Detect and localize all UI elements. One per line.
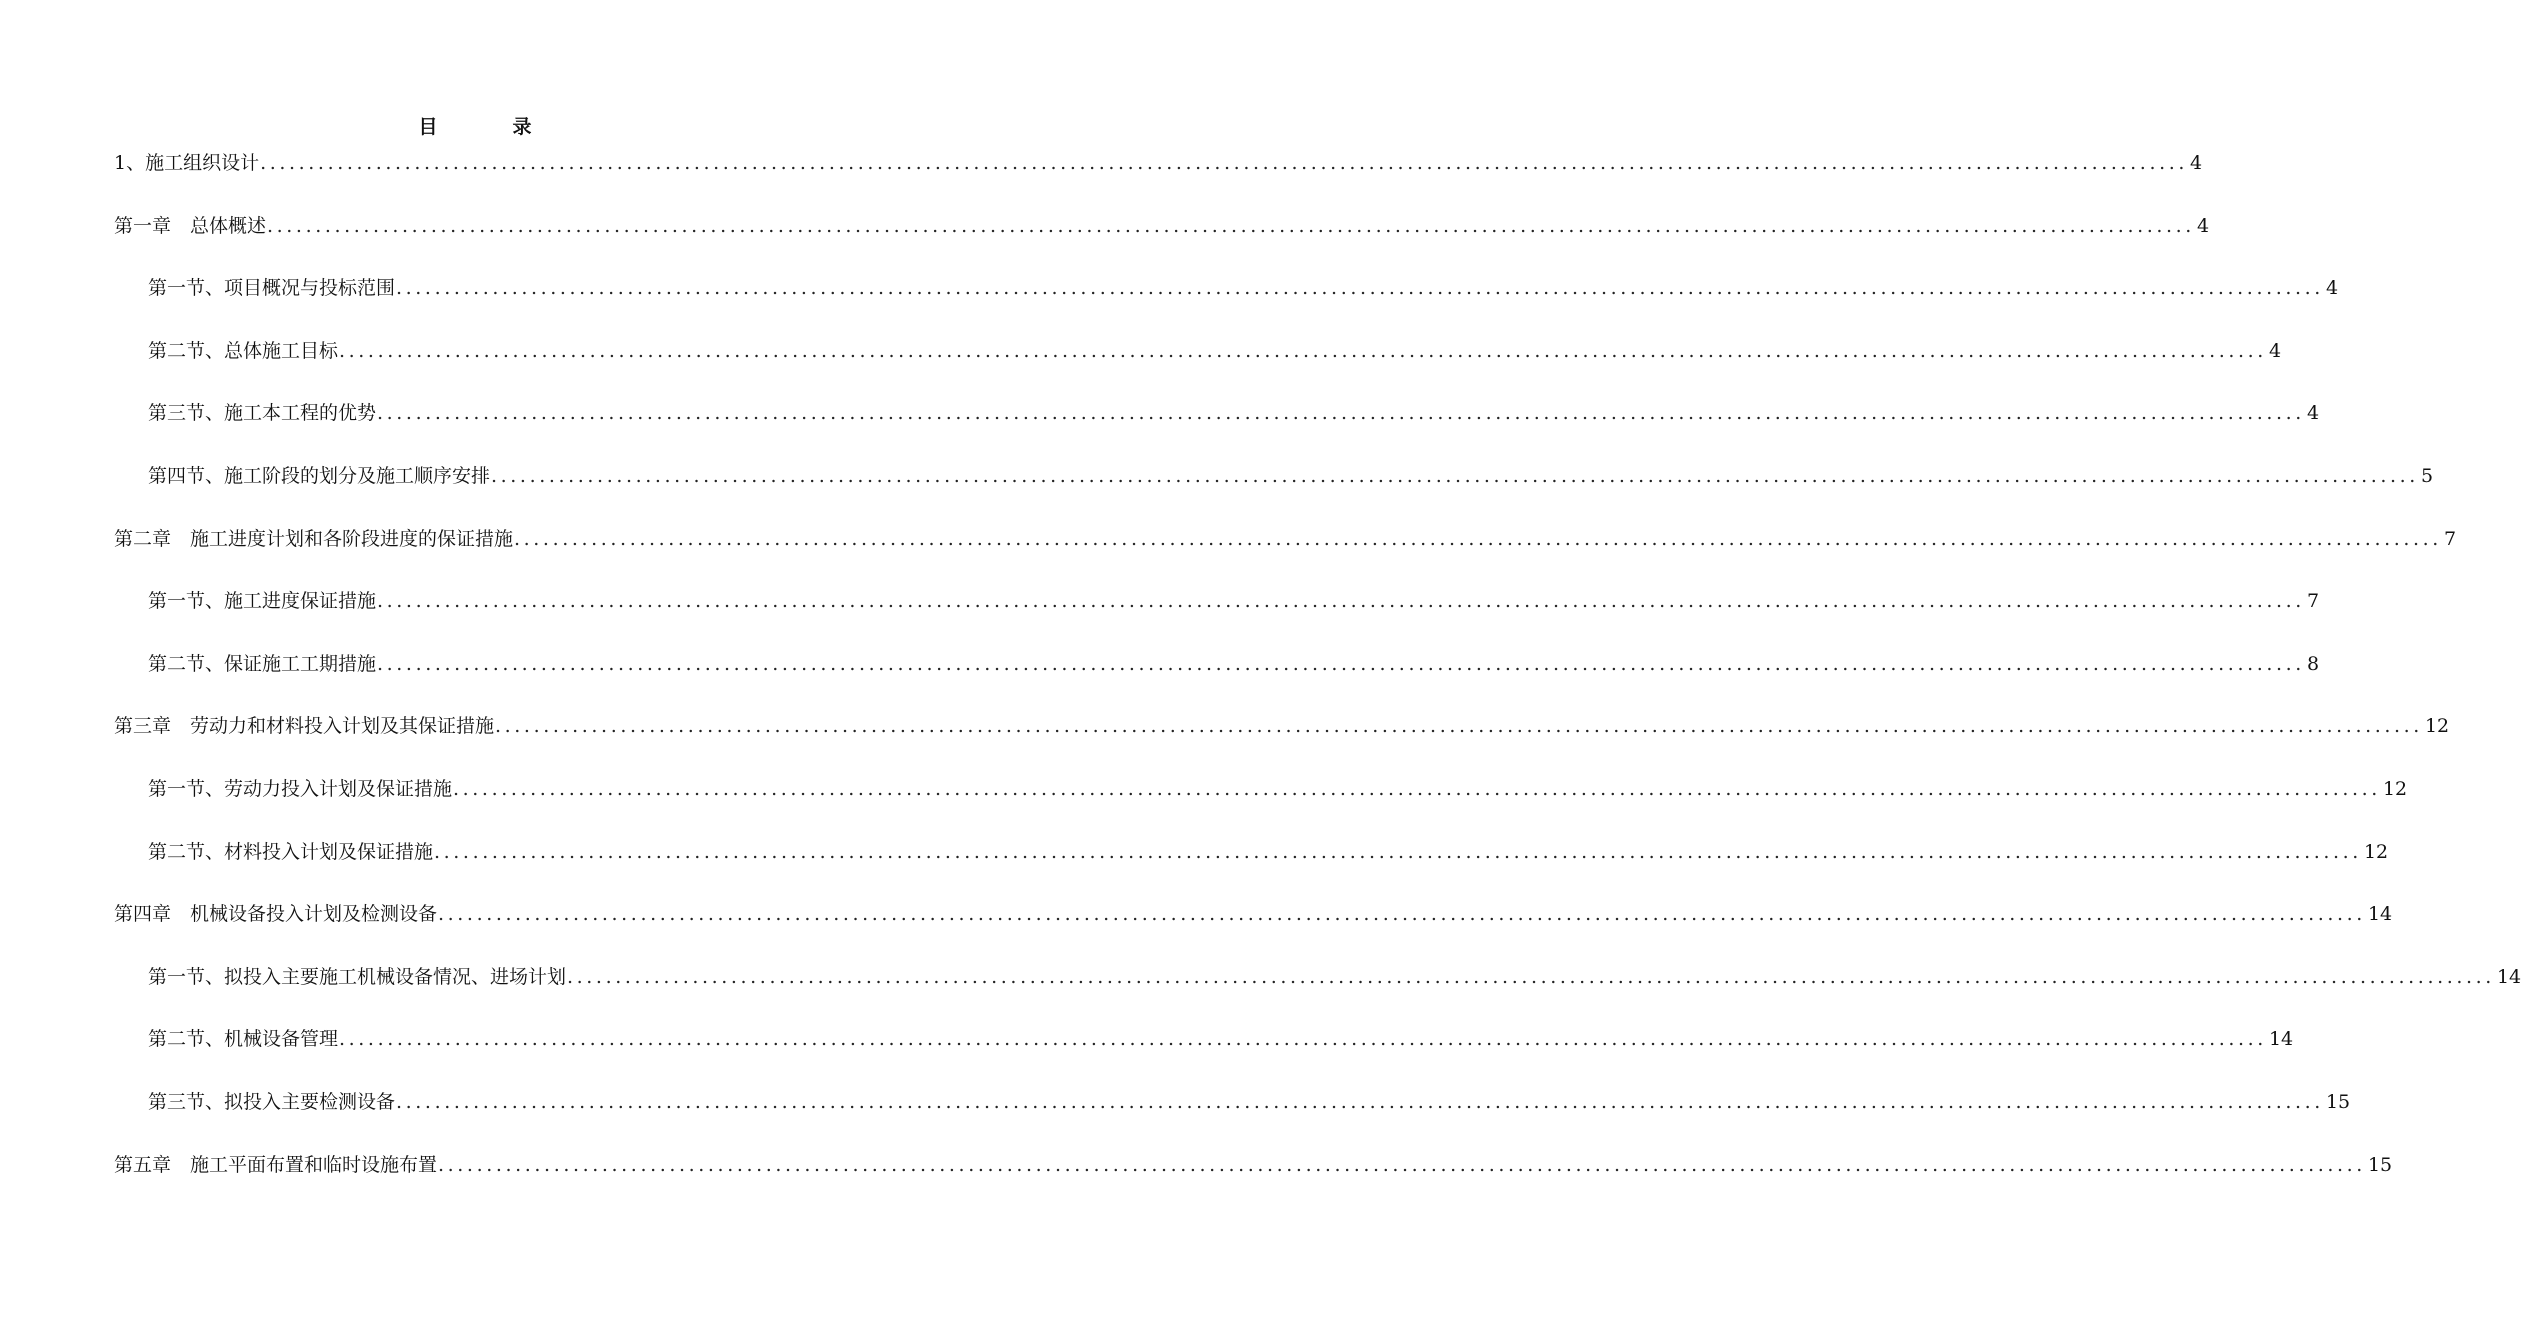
toc-entry-label: 第一节、拟投入主要施工机械设备情况、进场计划: [148, 965, 567, 988]
toc-entry[interactable]: [114, 398, 2320, 461]
toc-leader-dots: ........................................................................................................................................................................................................: [453, 777, 2381, 800]
toc-entry[interactable]: [114, 711, 2450, 774]
toc-leader-dots: ........................................................................................................................................................................................................: [438, 903, 2366, 926]
toc-leader-dots: ........................................................................................................................................................................................................: [267, 214, 2195, 237]
toc-entry[interactable]: [114, 461, 2434, 524]
toc-entry-page: 12: [2424, 715, 2450, 738]
toc-entry[interactable]: [114, 148, 2203, 211]
toc-leader-dots: ........................................................................................................................................................................................................: [567, 965, 2495, 988]
toc-entry[interactable]: [114, 586, 2320, 649]
toc-title: 目 录: [418, 116, 560, 138]
toc-leader-dots: ........................................................................................................................................................................................................: [491, 464, 2419, 487]
toc-list: [114, 148, 2521, 1212]
toc-entry-page: 7: [2306, 590, 2320, 613]
toc-entry-label: 第五章 施工平面布置和临时设施布置: [114, 1153, 438, 1176]
toc-entry[interactable]: [114, 336, 2282, 399]
toc-entry-label: 第一节、项目概况与投标范围: [148, 277, 396, 300]
toc-leader-dots: ........................................................................................................................................................................................................: [377, 590, 2305, 613]
toc-entry-label: 第二章 施工进度计划和各阶段进度的保证措施: [114, 527, 514, 550]
toc-entry-page: 4: [2325, 277, 2339, 300]
toc-leader-dots: ........................................................................................................................................................................................................: [377, 402, 2305, 425]
toc-entry[interactable]: [114, 774, 2408, 837]
toc-entry-label: 第三节、拟投入主要检测设备: [148, 1090, 396, 1113]
toc-leader-dots: ........................................................................................................................................................................................................: [339, 339, 2267, 362]
toc-leader-dots: ........................................................................................................................................................................................................: [495, 715, 2423, 738]
toc-entry[interactable]: [114, 1150, 2393, 1213]
toc-entry-page: 14: [2496, 965, 2521, 988]
toc-entry[interactable]: [114, 899, 2393, 962]
toc-entry-page: 12: [2363, 840, 2389, 863]
toc-entry-page: 15: [2325, 1090, 2351, 1113]
toc-entry[interactable]: [114, 1024, 2294, 1087]
toc-entry-label: 第四节、施工阶段的划分及施工顺序安排: [148, 464, 491, 487]
toc-entry-label: 第二节、保证施工工期措施: [148, 652, 377, 675]
toc-entry[interactable]: [114, 962, 2521, 1025]
toc-entry-label: 第四章 机械设备投入计划及检测设备: [114, 903, 438, 926]
toc-leader-dots: ........................................................................................................................................................................................................: [434, 840, 2362, 863]
toc-entry[interactable]: [114, 1087, 2351, 1150]
toc-leader-dots: ........................................................................................................................................................................................................: [396, 1090, 2324, 1113]
toc-entry-page: 4: [2306, 402, 2320, 425]
toc-entry-page: 4: [2190, 152, 2203, 174]
toc-leader-dots: ........................................................................................................................................................................................................: [396, 277, 2324, 300]
toc-entry-label: 第二节、材料投入计划及保证措施: [148, 840, 434, 863]
toc-entry[interactable]: [114, 211, 2210, 274]
toc-entry[interactable]: [114, 649, 2320, 712]
toc-entry-page: 8: [2306, 652, 2320, 675]
toc-entry-label: 第一章 总体概述: [114, 214, 267, 237]
toc-entry-page: 14: [2268, 1028, 2294, 1051]
toc-entry-page: 5: [2420, 464, 2434, 487]
toc-entry-label: 第三节、施工本工程的优势: [148, 402, 377, 425]
toc-leader-dots: ........................................................................................................................................................................................................: [514, 527, 2442, 550]
toc-leader-dots: ........................................................................................................................................................................................................: [438, 1153, 2366, 1176]
toc-leader-dots: ........................................................................................................................................................................................................: [339, 1028, 2267, 1051]
toc-entry-label: 第三章 劳动力和材料投入计划及其保证措施: [114, 715, 495, 738]
toc-entry-label: 第二节、总体施工目标: [148, 339, 339, 362]
toc-entry-page: 4: [2268, 339, 2282, 362]
toc-entry-page: 4: [2196, 214, 2210, 237]
toc-entry-label: 第一节、施工进度保证措施: [148, 590, 377, 613]
toc-entry-label: 第一节、劳动力投入计划及保证措施: [148, 777, 453, 800]
toc-entry-label: 第二节、机械设备管理: [148, 1028, 339, 1051]
toc-entry[interactable]: [114, 837, 2389, 900]
toc-entry[interactable]: [114, 273, 2339, 336]
toc-entry-page: 14: [2367, 903, 2393, 926]
toc-entry-label: 1、施工组织设计: [114, 152, 260, 174]
toc-entry-page: 7: [2443, 527, 2457, 550]
toc-leader-dots: ........................................................................................................................................................................................................: [260, 152, 2189, 174]
toc-entry-page: 15: [2367, 1153, 2393, 1176]
toc-leader-dots: ........................................................................................................................................................................................................: [377, 652, 2305, 675]
toc-entry[interactable]: [114, 524, 2457, 587]
toc-entry-page: 12: [2382, 777, 2408, 800]
